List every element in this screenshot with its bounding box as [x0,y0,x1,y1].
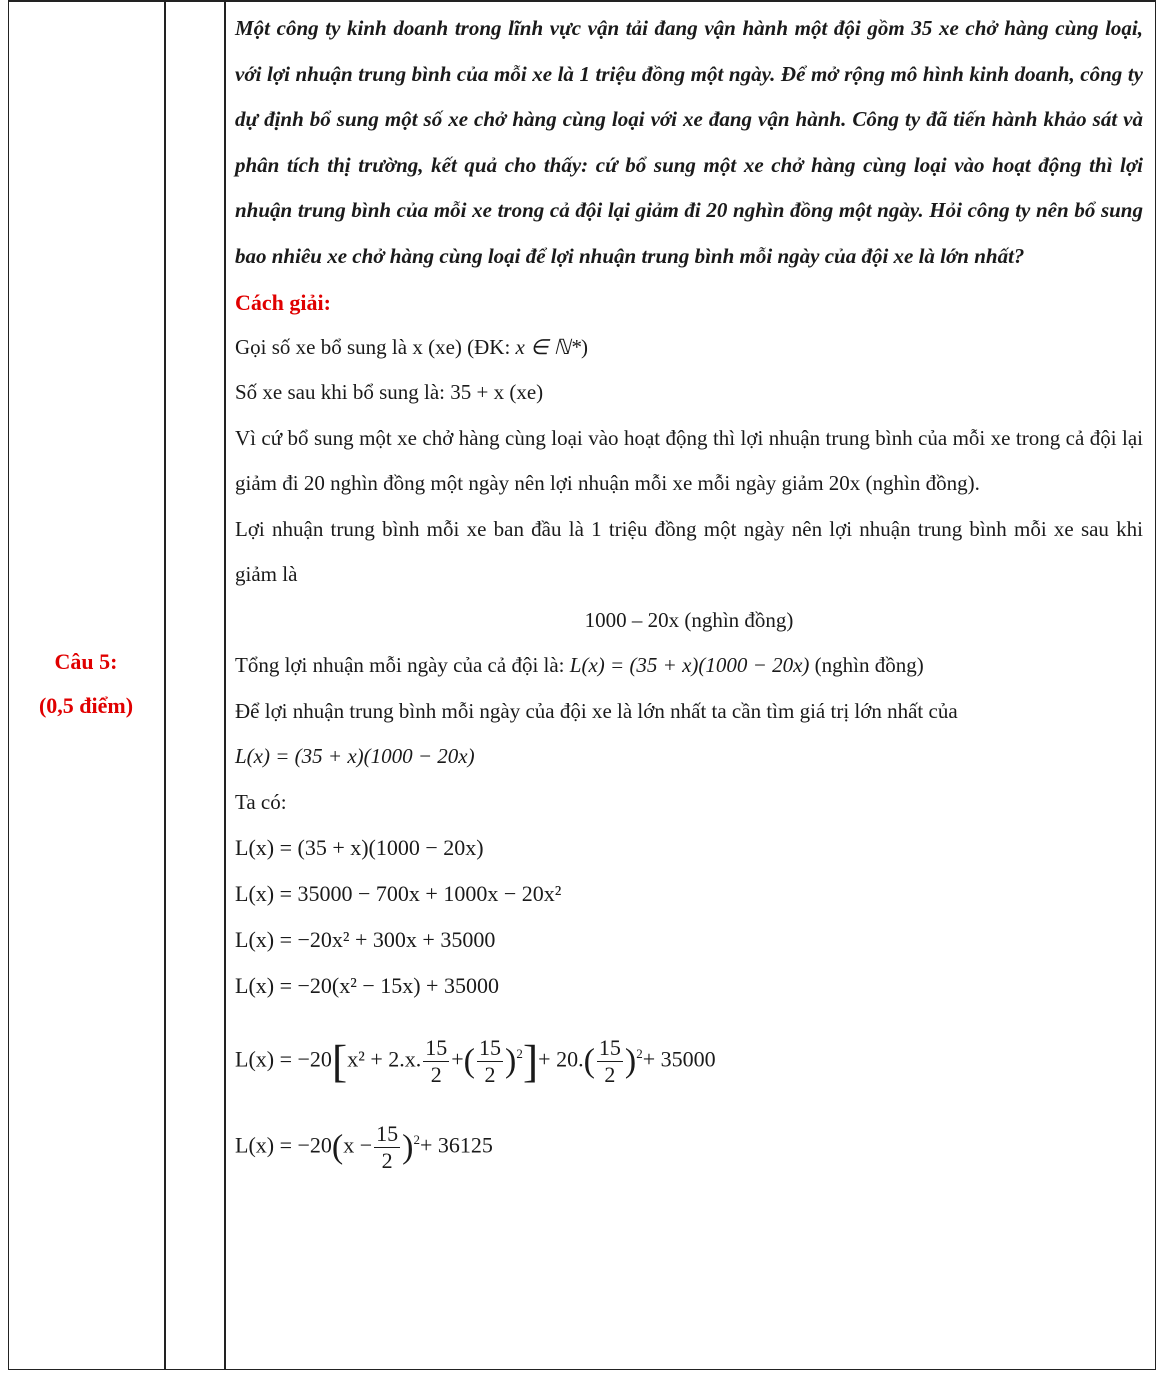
solution-line-5: 1000 – 20x (nghìn đồng) [584,607,794,632]
equation-5: L(x) = −20[x² + 2.x. $\frac{15}{2}$ +( $\frac{15}{2}$ )$^2$]+ 20.( $\frac{15}{2}$ )$^2$+ 35000 [235,1034,716,1087]
solution-line-3: Vì cứ bổ sung một xe chở hàng cùng loại vào hoạt động thì lợi nhuận trung bình của mỗi xe trong cả đội lại giảm đi 20 nghìn đồng một ngày nên lợi nhuận mỗi xe mỗi ngày giảm 20x (nghìn đồng). [235,425,1143,496]
equation-2: L(x) = 35000 − 700x + 1000x − 20x² [235,881,562,907]
bracket-open: [ [331,1035,348,1087]
answer-cell [235,6,1143,1175]
solution-line-9: Ta có: [235,789,287,814]
solution-line-8: L(x) = (35 + x)(1000 − 20x) [235,744,475,769]
solution-line-6: Tổng lợi nhuận mỗi ngày của cả đội là: L(x) = (35 + x)(1000 − 20x) (nghìn đồng) [235,653,924,678]
profit-function: L(x) = (35 + x)(1000 − 20x) [569,653,810,678]
equation-4: L(x) = −20(x² − 15x) + 35000 [235,973,499,999]
fraction-15-2: $\frac{15}{2}$ [376,1120,399,1173]
fraction-15-2: $\frac{15}{2}$ [598,1034,621,1087]
bracket-close: ] [522,1035,539,1087]
solution-line-4: Lợi nhuận trung bình mỗi xe ban đầu là 1 triệu đồng một ngày nên lợi nhuận trung bình mỗi xe sau khi giảm là [235,516,1143,587]
question-label-cell [8,640,164,728]
question-points: (0,5 điểm) [38,693,134,718]
column-divider-1 [164,0,166,1370]
fraction-15-2: $\frac{15}{2}$ [479,1034,501,1087]
equation-3: L(x) = −20x² + 300x + 35000 [235,927,496,953]
problem-statement: Một công ty kinh doanh trong lĩnh vực vận tải đang vận hành một đội gồm 35 xe chở hàng cùng loại, với lợi nhuận trung bình của mỗi xe là 1 triệu đồng một ngày. Để mở rộng mô hình kinh doanh, công ty dự định bổ sung một số xe chở hàng cùng loại với xe đang vận hành. Công ty đã tiến hành khảo sát và phân tích thị trường, kết quả cho thấy: cứ bổ sung một xe chở hàng cùng loại vào hoạt động thì lợi nhuận trung bình của mỗi xe trong cả đội lại giảm đi 20 nghìn đồng một ngày. Hỏi công ty nên bổ sung bao nhiêu xe chở hàng cùng loại để lợi nhuận trung bình mỗi ngày của đội xe là lớn nhất? [235,16,1143,268]
question-number: Câu 5: [54,649,118,674]
equation-6: L(x) = −20(x − $\frac{15}{2}$ )$^2$+ 36125 [235,1120,493,1173]
solution-line-7: Để lợi nhuận trung bình mỗi ngày của đội xe là lớn nhất ta cần tìm giá trị lớn nhất của [235,698,958,723]
equation-1: L(x) = (35 + x)(1000 − 20x) [235,835,484,861]
column-divider-2 [224,0,226,1370]
solution-line-1: Gọi số xe bổ sung là x (xe) (ĐK: x ∈ ℕ*) [235,334,588,359]
solution-heading: Cách giải: [235,289,331,315]
solution-line-2: Số xe sau khi bổ sung là: 35 + x (xe) [235,380,544,405]
condition-math: x ∈ ℕ* [515,334,581,359]
fraction-15-2: $\frac{15}{2}$ [425,1034,448,1087]
